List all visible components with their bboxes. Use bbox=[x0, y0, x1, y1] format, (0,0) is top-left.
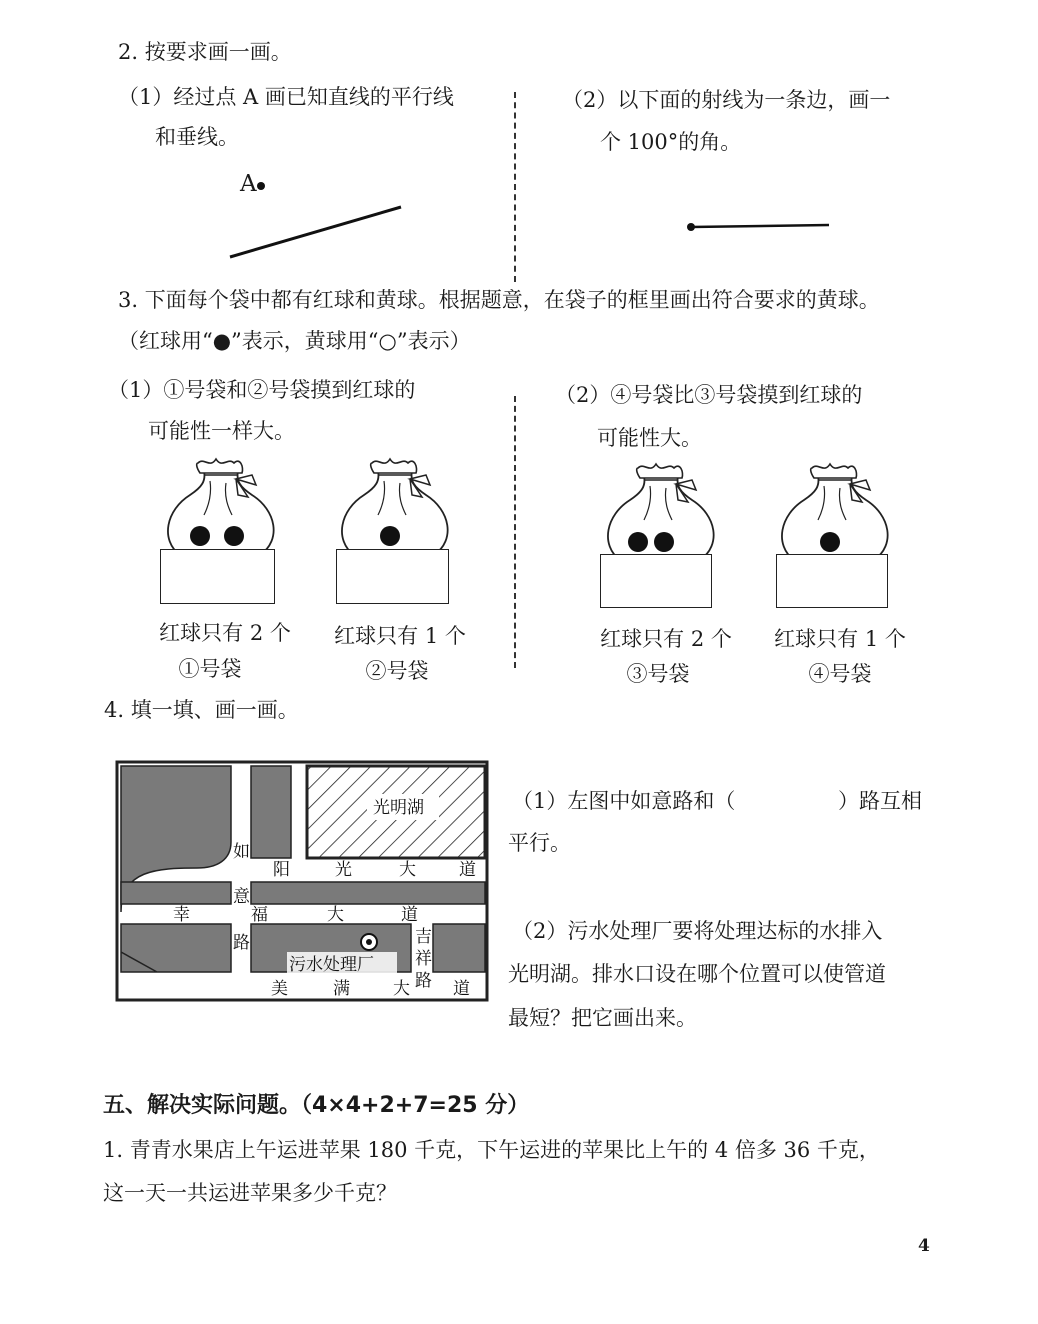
road-jixiang-1: 吉 bbox=[415, 927, 432, 947]
road-jixiang-2: 祥 bbox=[415, 949, 432, 969]
road-ruyi-3: 路 bbox=[233, 933, 250, 953]
road-yangguang-2: 光 bbox=[335, 860, 352, 880]
q4-part1-c: 平行。 bbox=[508, 831, 571, 855]
q2-part1-line1: （1）经过点 A 画已知直线的平行线 bbox=[118, 85, 454, 109]
q3-divider bbox=[514, 396, 516, 668]
road-xingfu-1: 幸 bbox=[173, 905, 190, 925]
q3-title: 3. 下面每个袋中都有红球和黄球。根据题意，在袋子的框里画出符合要求的黄球。 bbox=[118, 288, 880, 312]
bag-3-caption: 红球只有 2 个 bbox=[600, 627, 732, 651]
q4-part1-b: ）路互相 bbox=[838, 789, 922, 813]
q3-part2-line1: （2）④号袋比③号袋摸到红球的 bbox=[555, 383, 863, 407]
road-yangguang-1: 阳 bbox=[273, 860, 290, 880]
road-yangguang-3: 大 bbox=[399, 860, 416, 880]
lake-label: 光明湖 bbox=[373, 798, 424, 818]
bag-4-caption: 红球只有 1 个 bbox=[774, 627, 906, 651]
road-meiman-1: 美 bbox=[271, 979, 288, 999]
q2-figure bbox=[0, 0, 1038, 300]
section5-q1-line2: 这一天一共运进苹果多少千克？ bbox=[103, 1181, 397, 1205]
q2-part2-line2: 个 100°的角。 bbox=[600, 130, 742, 154]
bag-3-name: ③号袋 bbox=[626, 662, 690, 686]
red-ball bbox=[628, 532, 648, 552]
road-meiman-2: 满 bbox=[333, 979, 350, 999]
city-map bbox=[117, 762, 489, 1002]
q3-part2-line2: 可能性大。 bbox=[597, 426, 702, 450]
bag-2-caption: 红球只有 1 个 bbox=[334, 624, 466, 648]
road-xingfu-2: 福 bbox=[251, 905, 268, 925]
q2-part1-line2: 和垂线。 bbox=[155, 125, 239, 149]
road-ruyi-2: 意 bbox=[233, 887, 250, 907]
red-ball bbox=[380, 526, 400, 546]
red-ball bbox=[820, 532, 840, 552]
given-ray bbox=[691, 225, 829, 227]
q4-title: 4. 填一填、画一画。 bbox=[104, 698, 299, 722]
q4-part2-line1: （2）污水处理厂要将处理达标的水排入 bbox=[512, 919, 883, 943]
road-meiman-3: 大 bbox=[393, 979, 410, 999]
q4-part2-line3: 最短？把它画出来。 bbox=[508, 1006, 697, 1030]
bag-1-name: ①号袋 bbox=[178, 657, 242, 681]
bag-2-answer-box[interactable] bbox=[336, 549, 449, 604]
section5-title: 五、解决实际问题。（4×4+2+7=25 分） bbox=[103, 1093, 530, 1118]
point-a-label: A bbox=[240, 171, 257, 197]
road-jixiang-3: 路 bbox=[415, 971, 432, 991]
q2-title: 2. 按要求画一画。 bbox=[118, 40, 292, 64]
road-xingfu-3: 大 bbox=[327, 905, 344, 925]
page-number: 4 bbox=[918, 1236, 930, 1256]
bag-1-caption: 红球只有 2 个 bbox=[159, 621, 291, 645]
factory-label: 污水处理厂 bbox=[289, 955, 374, 975]
q4-part2-line2: 光明湖。排水口设在哪个位置可以使管道 bbox=[508, 962, 886, 986]
q4-part1-blank[interactable] bbox=[756, 788, 834, 814]
bag-4-answer-box[interactable] bbox=[776, 554, 888, 608]
road-yangguang-4: 道 bbox=[459, 860, 476, 880]
q3-part1-line1: （1）①号袋和②号袋摸到红球的 bbox=[108, 378, 416, 402]
bag-1-answer-box[interactable] bbox=[160, 549, 275, 604]
q3-part1-line2: 可能性一样大。 bbox=[148, 419, 295, 443]
red-ball bbox=[190, 526, 210, 546]
point-a-dot bbox=[257, 182, 265, 190]
section5-q1-line1: 1. 青青水果店上午运进苹果 180 千克，下午运进的苹果比上午的 4 倍多 36 千克， bbox=[103, 1138, 880, 1162]
bag-4-name: ④号袋 bbox=[808, 662, 872, 686]
q2-divider bbox=[514, 92, 516, 282]
road-meiman-4: 道 bbox=[453, 979, 470, 999]
bag-2-name: ②号袋 bbox=[365, 659, 429, 683]
q4-part1-a: （1）左图中如意路和（ bbox=[512, 789, 736, 813]
red-ball bbox=[224, 526, 244, 546]
road-xingfu-4: 道 bbox=[401, 905, 418, 925]
q3-note: （红球用“●”表示，黄球用“○”表示） bbox=[118, 329, 471, 353]
road-ruyi-1: 如 bbox=[233, 842, 250, 862]
q2-part2-line1: （2）以下面的射线为一条边，画一 bbox=[562, 88, 891, 112]
bag-3-answer-box[interactable] bbox=[600, 554, 712, 608]
given-line bbox=[230, 207, 401, 257]
red-ball bbox=[654, 532, 674, 552]
